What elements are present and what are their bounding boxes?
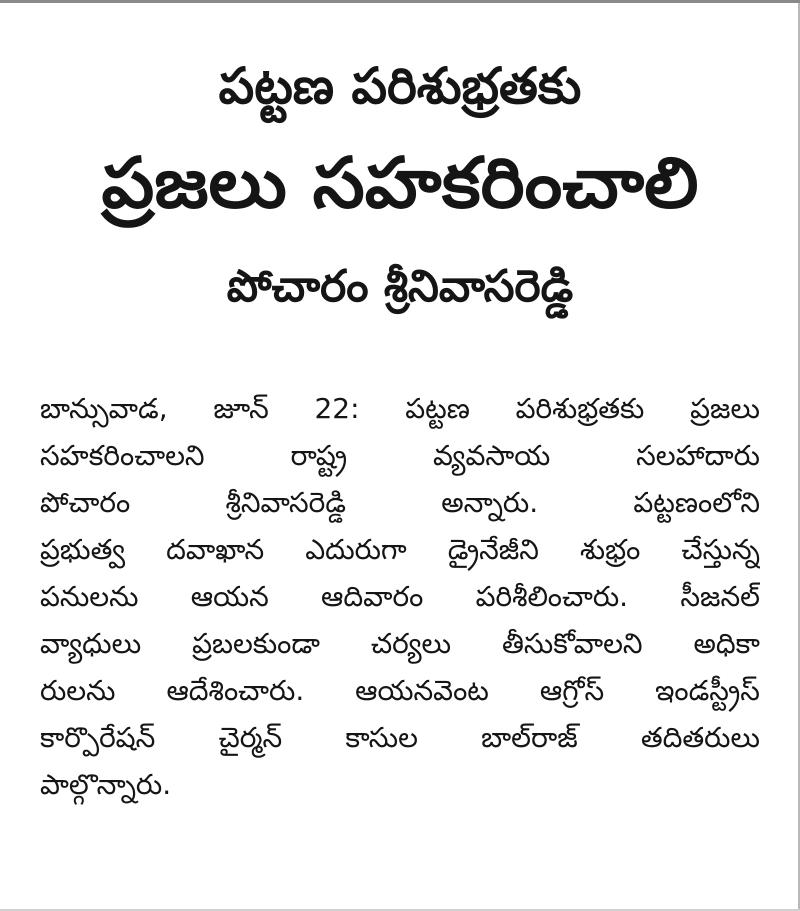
headline-main	[0, 131, 800, 235]
article-word: పనులను	[40, 580, 139, 613]
article-line	[40, 620, 760, 667]
headline-text: పోచారం శ్రీనివాసరెడ్డి	[226, 261, 574, 312]
article-word: వ్యాధులు	[40, 627, 142, 660]
article-word: దవాఖాన	[166, 533, 265, 566]
article-word: బాల్‌రాజ్	[481, 721, 578, 754]
article-line	[40, 761, 760, 808]
article-word: అన్నారు.	[441, 486, 539, 519]
article-word: తీసుకోవాలని	[501, 627, 643, 660]
article-word: సలహాదారు	[636, 439, 760, 472]
article-word: ఆదేశించారు.	[166, 674, 305, 707]
article-line	[40, 432, 760, 479]
article-word: ఇండస్ట్రీస్	[655, 674, 760, 707]
article-word: ఎదురుగా	[305, 533, 407, 566]
article-word: సీజనల్	[680, 580, 760, 613]
article-word: చేస్తున్న	[681, 533, 760, 566]
article-body	[40, 385, 760, 808]
article-word: రులను	[40, 674, 116, 707]
article-word: కార్పొరేషన్	[40, 721, 156, 754]
article-word: ప్రభుత్వ	[40, 533, 126, 566]
article-line	[40, 714, 760, 761]
article-word: వ్యవసాయ	[433, 439, 551, 472]
article-word: పట్టణంలోని	[633, 486, 760, 519]
article-word: చర్యలు	[370, 627, 452, 660]
article-word: పరిశీలించారు.	[475, 580, 629, 613]
article-word: జూన్	[213, 392, 269, 425]
article-word: డ్రైనేజీని	[447, 533, 539, 566]
article-word: రాష్ట్ర	[290, 439, 348, 472]
article-word: ప్రబలకుండా	[192, 627, 320, 660]
article-word: బాన్సువాడ,	[40, 392, 168, 425]
article-word: చైర్మన్	[218, 721, 283, 754]
article-word: పట్టణ	[405, 392, 470, 425]
article-word: కాసుల	[345, 721, 418, 754]
article-line	[40, 573, 760, 620]
article-word: 22:	[314, 392, 360, 425]
article-word: సహకరించాలని	[40, 439, 205, 472]
article-word: ఆయనవెంట	[355, 674, 489, 707]
article-word: శ్రీనివాసరెడ్డి	[225, 486, 346, 519]
article-word: ఆదివారం	[321, 580, 424, 613]
article-word: పాల్గొన్నారు.	[40, 768, 172, 801]
article-word: పోచారం	[40, 486, 131, 519]
headline-kicker	[0, 51, 800, 121]
article-word: తదితరులు	[640, 721, 760, 754]
article-word: అధికా	[693, 627, 760, 660]
article-word: ఆయన	[190, 580, 269, 613]
article-line	[40, 479, 760, 526]
article-word: పరిశుభ్రతకు	[515, 392, 645, 425]
headline-text: ప్రజలు సహకరించాలి	[101, 142, 699, 224]
article-word: ఆగ్రోస్	[539, 674, 605, 707]
article-line	[40, 385, 760, 432]
headline-byline	[0, 255, 800, 319]
article-word: ప్రజలు	[690, 392, 760, 425]
article-word: శుభ్రం	[579, 533, 641, 566]
article-line	[40, 526, 760, 573]
article-line	[40, 667, 760, 714]
headline-text: పట్టణ పరిశుభ్రతకు	[218, 57, 582, 115]
